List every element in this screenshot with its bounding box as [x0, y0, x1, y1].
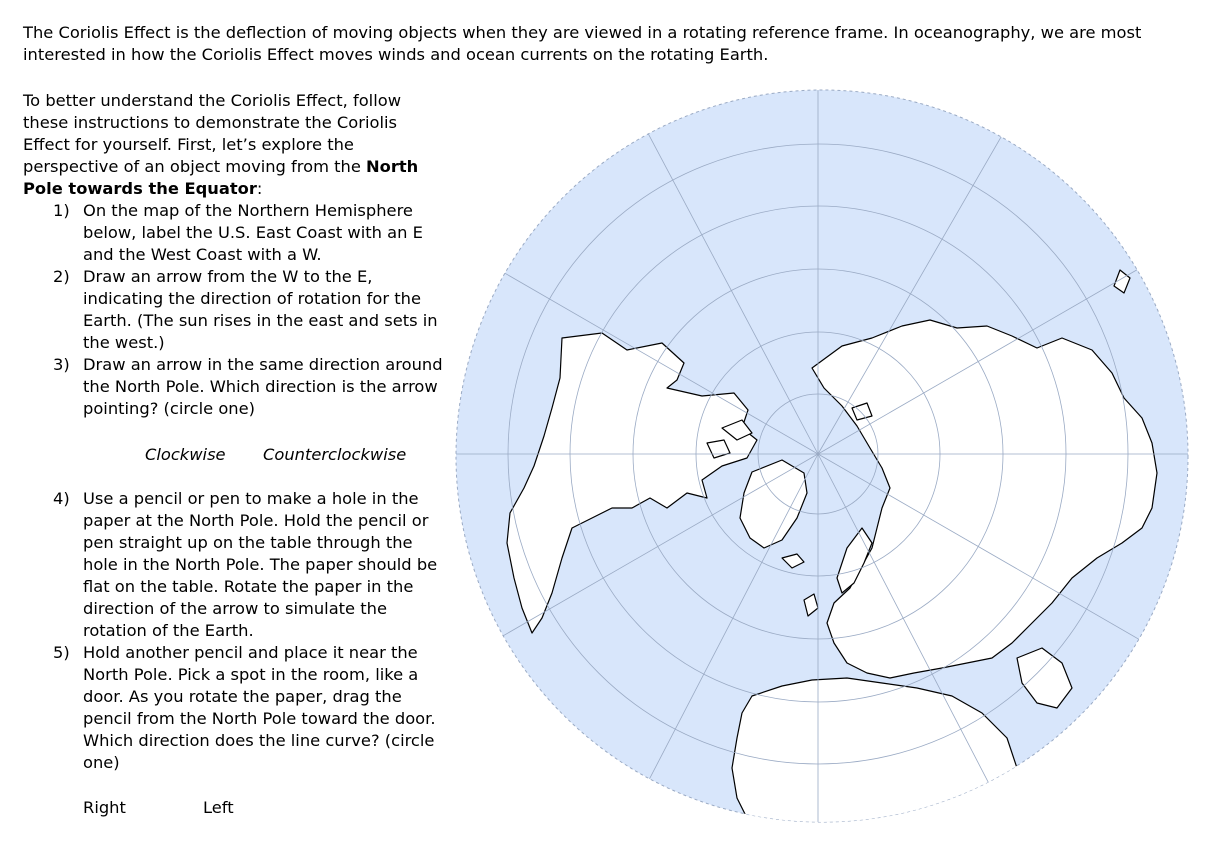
step-1: 1) On the map of the Northern Hemisphere below, label the U.S. East Coast with an E and the West Coast with a W.: [53, 201, 423, 264]
instructions: [23, 90, 443, 819]
choice-clockwise[interactable]: Clockwise: [145, 445, 226, 464]
curve-choices: [23, 797, 443, 819]
step-4: 4) Use a pencil or pen to make a hole in the paper at the North Pole. Hold the pencil or pen straight up on the table through the hole in the North Pole. The paper should be flat on the table. Rotate the paper in the direction of the arrow to simulate the rotation of the Earth.: [53, 489, 438, 640]
choice-left[interactable]: Left: [203, 798, 234, 817]
step-5: 5) Hold another pencil and place it near the North Pole. Pick a spot in the room, like a door. As you rotate the paper, drag the pencil from the North Pole toward the door. Which direction does the line curve? (circle one): [53, 643, 436, 772]
lead-paragraph: To better understand the Coriolis Effect, follow these instructions to demonstrate the Coriolis Effect for yourself. First, let’s explore the perspective of an object moving from the North Pole towards the Equator:: [23, 91, 419, 198]
intro-paragraph: The Coriolis Effect is the deflection of moving objects when they are viewed in a rotating reference frame. In oceanography, we are most interested in how the Coriolis Effect moves winds and ocean currents on the rotating Earth.: [23, 23, 1142, 64]
rotation-choices: [23, 444, 443, 466]
steps-list-2: [23, 488, 443, 774]
step-3: 3) Draw an arrow in the same direction around the North Pole. Which direction is the arrow pointing? (circle one): [53, 355, 443, 418]
lead-bold: North Pole towards the Equator: [23, 157, 419, 198]
steps-list: [23, 200, 443, 420]
northern-hemisphere-map: [452, 88, 1192, 828]
choice-right[interactable]: Right: [83, 798, 126, 817]
step-2: 2) Draw an arrow from the W to the E, indicating the direction of rotation for the Earth. (The sun rises in the east and sets in the west.): [53, 267, 438, 352]
choice-counterclockwise[interactable]: Counterclockwise: [263, 445, 407, 464]
